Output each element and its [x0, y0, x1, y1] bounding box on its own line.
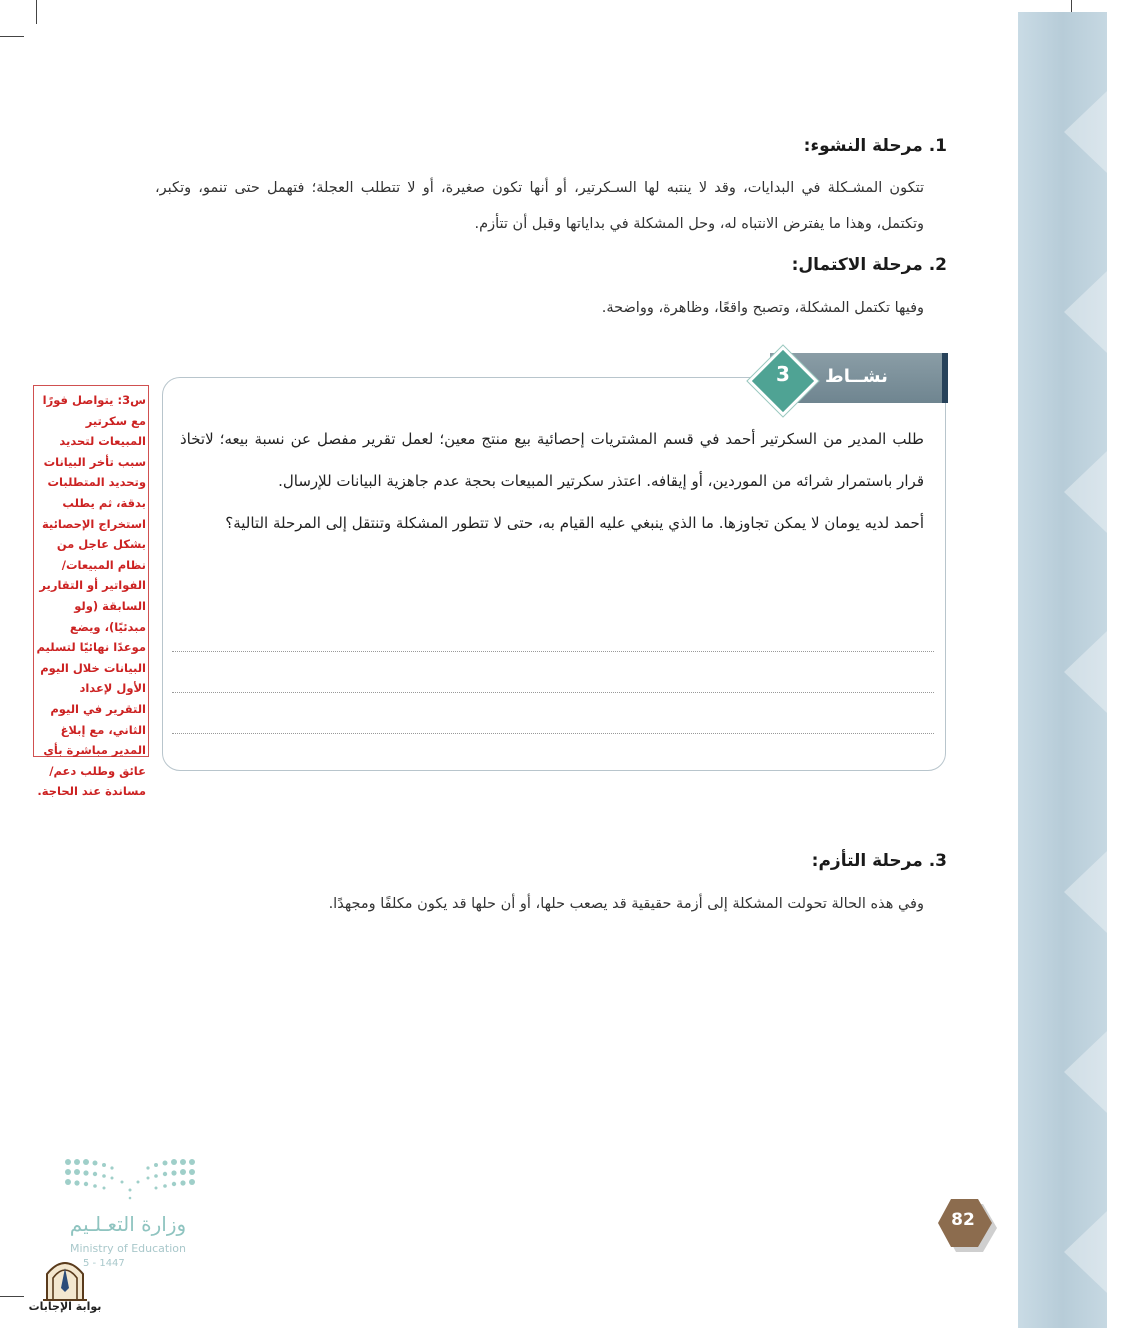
- activity-paragraph-2: أحمد لديه يومان لا يمكن تجاوزها. ما الذي ينبغي عليه القيام به، حتى لا تتطور المشكلة وتنتقل إلى المرحلة التالية؟: [225, 514, 924, 532]
- answer-line[interactable]: [172, 733, 934, 734]
- activity-label: نشــاط: [825, 366, 888, 387]
- answers-portal-watermark: [27, 1258, 103, 1322]
- crop-mark: [36, 0, 37, 24]
- section-heading-crisis: 3. مرحلة التأزم:: [811, 851, 947, 871]
- page-number-badge: [938, 1197, 988, 1247]
- activity-text: [180, 418, 924, 544]
- section-text-completion: وفيها تكتمل المشكلة، وتصبح واقعًا، وظاهرة، وواضحة.: [601, 300, 924, 316]
- decorative-side-band: [1018, 12, 1107, 1328]
- portal-arch-icon: [27, 1258, 103, 1302]
- answer-line[interactable]: [172, 651, 934, 652]
- edition-year: 5 - 1447: [83, 1258, 125, 1269]
- section-heading-completion: 2. مرحلة الاكتمال:: [791, 255, 947, 275]
- ministry-name-arabic: وزارة التعـلـيم: [69, 1212, 187, 1236]
- activity-paragraph-1: طلب المدير من السكرتير أحمد في قسم المشتريات إحصائية بيع منتج معين؛ لعمل تقرير مفصل عن نسبة بيعه؛ لاتخاذ قرار باستمرار شرائه من الموردين، أو إيقافه. اعتذر سكرتير المبيعات بحجة عدم جاهزية البيانات للإرسال.: [180, 430, 924, 490]
- ministry-dots-icon: [62, 1156, 202, 1204]
- answer-line[interactable]: [172, 692, 934, 693]
- portal-name: بوابة الإجابات: [28, 1300, 102, 1313]
- answer-note: س3: يتواصل فورًا مع سكرتير المبيعات لتحديد سبب تأخر البيانات وتحديد المتطلبات بدقة، ثم يطلب استخراج الإحصائية بشكل عاجل من نظام المبيعات/ الفواتير أو التقارير السابقة (ولو مبدئيًا)، ويضع موعدًا نهائيًا لتسليم البيانات خلال اليوم الأول لإعداد التقرير في اليوم الثاني، مع إبلاغ المدير مباشرة بأي عائق وطلب دعم/ مساندة عند الحاجة.: [33, 385, 149, 757]
- crop-mark: [0, 1296, 24, 1297]
- section-text-crisis: وفي هذه الحالة تحولت المشكلة إلى أزمة حقيقية قد يصعب حلها، أو أن حلها قد يكون مكلفًا ومجهدًا.: [328, 896, 924, 912]
- ministry-name-english: Ministry of Education: [69, 1242, 186, 1255]
- section-heading-emergence: 1. مرحلة النشوء:: [803, 136, 947, 156]
- section-text-emergence: تتكون المشـكلة في البدايات، وقد لا ينتبه لها السـكرتير، أو أنها تكون صغيرة، أو لا تتطلب العجلة؛ فتهمل حتى تنمو، وتكبر، وتكتمل، وهذا ما يفترض الانتباه له، وحل المشكلة في بداياتها وقبل أن تتأزم.: [155, 180, 924, 232]
- page-number: 82: [951, 1210, 975, 1230]
- crop-mark: [0, 36, 24, 37]
- ministry-logo: [58, 1150, 203, 1275]
- activity-number: 3: [776, 362, 790, 386]
